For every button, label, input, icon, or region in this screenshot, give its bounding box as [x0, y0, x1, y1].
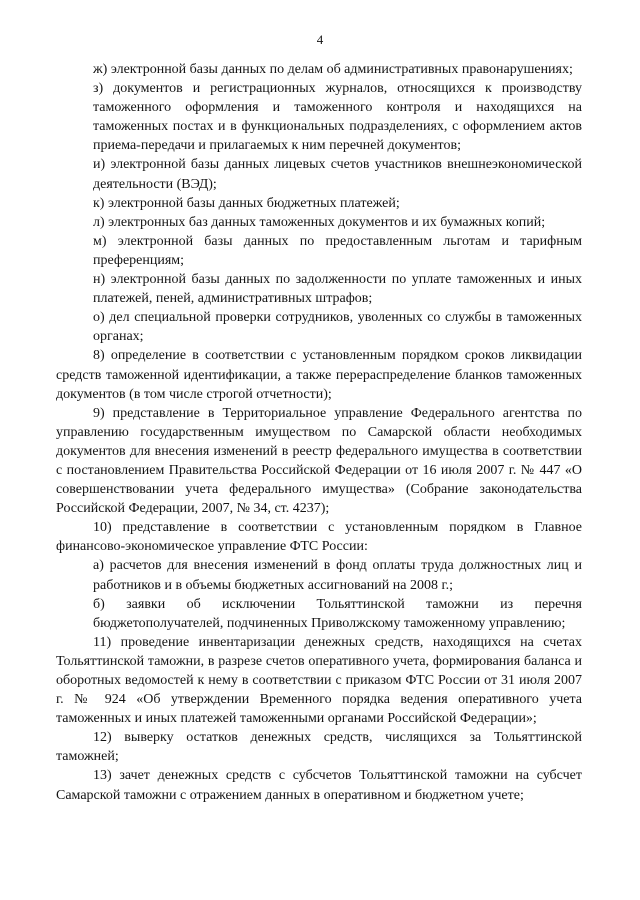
list-item-o: о) дел специальной проверки сотрудников, уволенных со службы в таможенных органах; — [93, 310, 582, 345]
list-item-10a: а) расчетов для внесения изменений в фонд оплаты труда должностных лиц и работников и в объемы бюджетных ассигнований на 2008 г.; — [93, 558, 582, 593]
list-item-zh: ж) электронной базы данных по делам об административных правонарушениях; — [93, 62, 573, 77]
document-body — [56, 60, 582, 805]
page-number: 4 — [316, 32, 324, 47]
list-item-10: 10) представление в соответствии с установленным порядком в Главное финансово-экономическое управление ФТС России: — [56, 520, 582, 555]
list-item-l: л) электронных баз данных таможенных документов и их бумажных копий; — [93, 214, 546, 230]
list-item-11: 11) проведение инвентаризации денежных средств, находящихся на счетах Тольяттинской таможни, в разрезе счетов оперативного учета, формирования баланса и оборотных ведомостей к нему в соответствии с приказом ФТС России от 31 июля 2007 г. № 924 «Об утверждении Временного порядка ведения оперативного учета таможенных и иных платежей таможенными органами Российской Федерации»; — [56, 634, 582, 727]
list-item-9: 9) представление в Территориальное управление Федерального агентства по управлению государственным имуществом по Самарской области необходимых документов для внесения изменений в реестр федерального имущества в соответствии с постановлением Правительства Российской Федерации от 16 июля 2007 г. № 447 «О совершенствовании учета федерального имущества» (Собрание законодательства Российской Федерации, 2007, № 34, ст. 4237); — [56, 405, 582, 517]
list-item-n: н) электронной базы данных по задолженности по уплате таможенных и иных платежей, пеней, административных штрафов; — [93, 272, 582, 307]
list-item-i: и) электронной базы данных лицевых счетов участников внешнеэкономической деятельности (ВЭД); — [93, 157, 582, 192]
list-item-8: 8) определение в соответствии с установленным порядком сроков ликвидации средств таможенной идентификации, а также перераспределение бланков таможенных документов (в том числе строгой отчетности); — [56, 348, 582, 402]
list-item-13: 13) зачет денежных средств с субсчетов Тольяттинской таможни на субсчет Самарской таможни с отражением данных в оперативном и бюджетном учете; — [56, 768, 582, 803]
list-item-10b: б) заявки об исключении Тольяттинской таможни из перечня бюджетополучателей, подчиненных Приволжскому таможенному управлению; — [93, 596, 582, 631]
list-item-12: 12) выверку остатков денежных средств, числящихся за Тольяттинской таможней; — [56, 730, 582, 765]
list-item-m: м) электронной базы данных по предоставленным льготам и тарифным преференциям; — [93, 233, 582, 268]
list-item-z: з) документов и регистрационных журналов, относящихся к производству таможенного оформления и таможенного контроля и находящихся на таможенных постах и в функциональных подразделениях, с оформлением актов приема-передачи и прилагаемых к ним перечней документов; — [93, 81, 582, 154]
list-item-k: к) электронной базы данных бюджетных платежей; — [93, 195, 400, 211]
